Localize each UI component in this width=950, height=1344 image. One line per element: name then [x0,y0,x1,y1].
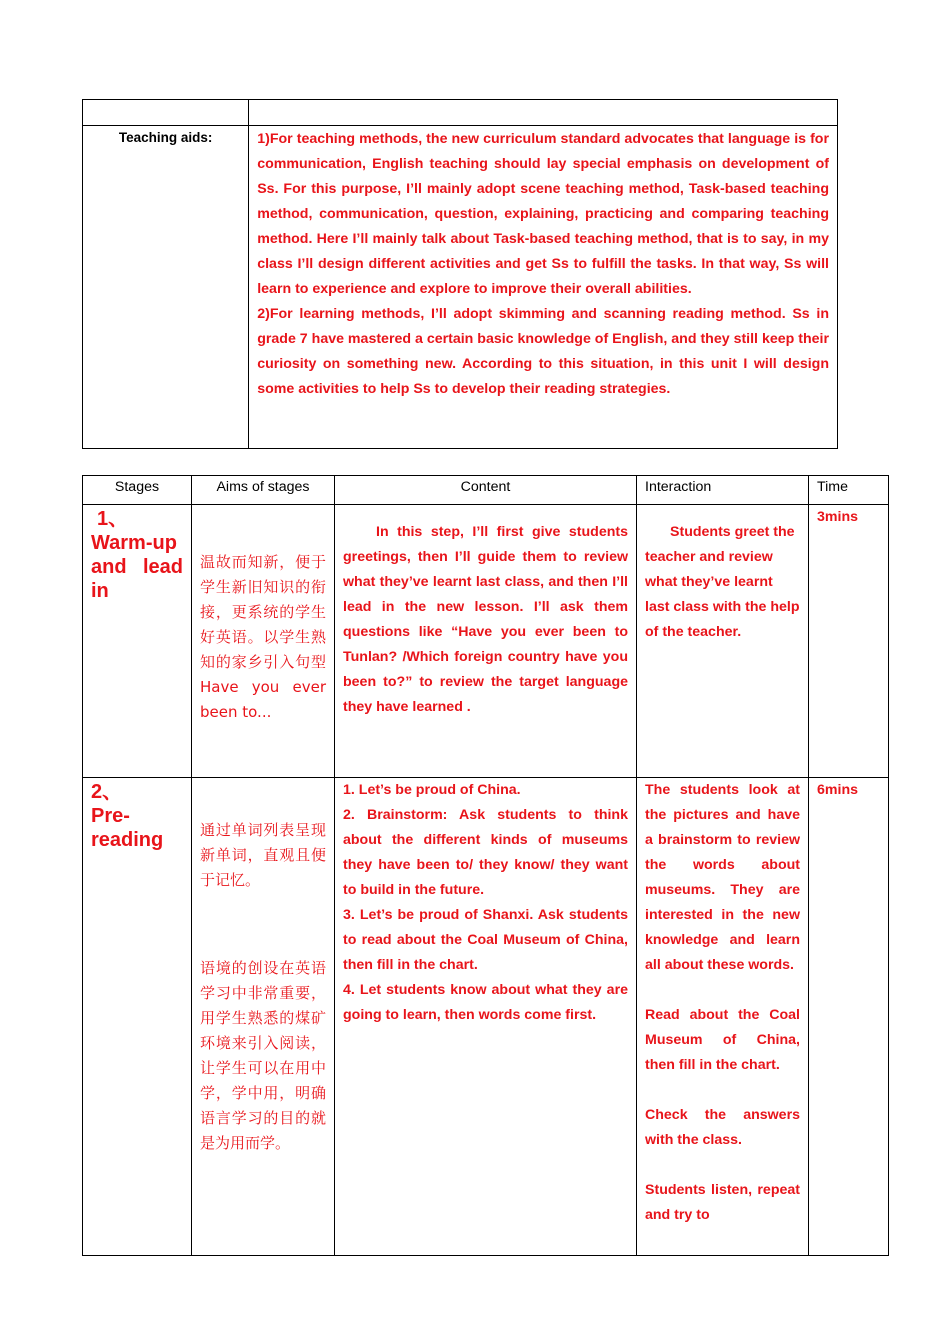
interaction-item-4: Students listen, repeat and try to [645,1182,800,1223]
header-time: Time [809,476,889,505]
stage-cell [83,505,192,778]
aims-cell [192,505,335,778]
time-cell: 6mins [809,778,889,1256]
interaction-item-1: The students look at the pictures and have a brainstorm to review the words about museums. They are interested in the new knowledge and learn all about these words. [645,782,800,973]
interaction-item-3: Check the answers with the class. [645,1107,800,1148]
learning-methods-paragraph: 2)For learning methods, I’ll adopt skimming and scanning reading method. Ss in grade 7 have mastered a certain basic knowledge of English, and they still keep their curiosity on something new. According to this situation, in this unit I will design some activities to help Ss to develop their reading strategies. [257,306,829,397]
interaction-cell [637,505,809,778]
teaching-aids-table [82,99,838,449]
content-item-2: 2. Brainstorm: Ask students to think about the different kinds of museums they have been to/ they know/ they want to build in the future. [343,807,628,898]
header-aims: Aims of stages [192,476,335,505]
content-cell [335,505,637,778]
header-row [83,476,889,505]
teaching-aids-row [83,126,838,449]
content-item-4: 4. Let students know about what they are going to learn, then words come first. [343,982,628,1023]
aims-text: 温故而知新，便于学生新旧知识的衔接，更系统的学生好英语。以学生熟知的家乡引入句型 Have you ever been to... [200,553,326,721]
content-item-1: 1. Let’s be proud of China. [343,782,521,798]
empty-cell [249,100,838,126]
stage-number: 2、 [91,781,123,803]
teaching-aids-content [249,126,838,449]
header-content: Content [335,476,637,505]
content-item-3: 3. Let’s be proud of Shanxi. Ask students to read about the Coal Museum of China, then fill in the chart. [343,907,628,973]
stage-cell [83,778,192,1256]
time-cell: 3mins [809,505,889,778]
aims-text-1: 通过单词列表呈现新单词，直观且便于记忆。 [200,821,326,889]
stage-row-warmup [83,505,889,778]
header-stages: Stages [83,476,192,505]
stage-name: Pre-reading [91,805,164,851]
stage-row-prereading [83,778,889,1256]
aims-cell [192,778,335,1256]
empty-cell [83,100,249,126]
aims-text-2: 语境的创设在英语学习中非常重要，用学生熟悉的煤矿环境来引入阅读，让学生可以在用中学，学中用，明确语言学习的目的就是为用而学。 [200,959,326,1152]
content-text: In this step, I’ll first give students greetings, then I’ll guide them to review what they’ve learnt last class, and then I’ll lead in the new lesson. I’ll ask them questions like “Have you ever been to Tunlan? /Which foreign country have you been to?” to review the target language they have learned . [343,524,628,715]
teaching-methods-paragraph: 1)For teaching methods, the new curriculum standard advocates that language is for communication, English teaching should lay special emphasis on development of Ss. For this purpose, I’ll mainly adopt scene teaching method, Task-based teaching method, communication, question, explaining, practicing and comparing teaching method. Here I’ll mainly talk about Task-based teaching method, that is to say, in my class I’ll design different activities and get Ss to fulfill the tasks. In that way, Ss will learn to experience and explore to improve their overall abilities. [257,131,829,297]
interaction-item-2: Read about the Coal Museum of China, then fill in the chart. [645,1007,800,1073]
content-cell [335,778,637,1256]
header-interaction: Interaction [637,476,809,505]
interaction-text: Students greet the teacher and review what they’ve learnt last class with the help of the teacher. [645,524,800,640]
interaction-cell [637,778,809,1256]
teaching-aids-label: Teaching aids: [83,126,249,449]
empty-row [83,100,838,126]
stages-table [82,475,889,1256]
stage-name: Warm-up and lead in [91,532,183,602]
stage-number: 1、 [97,508,129,530]
